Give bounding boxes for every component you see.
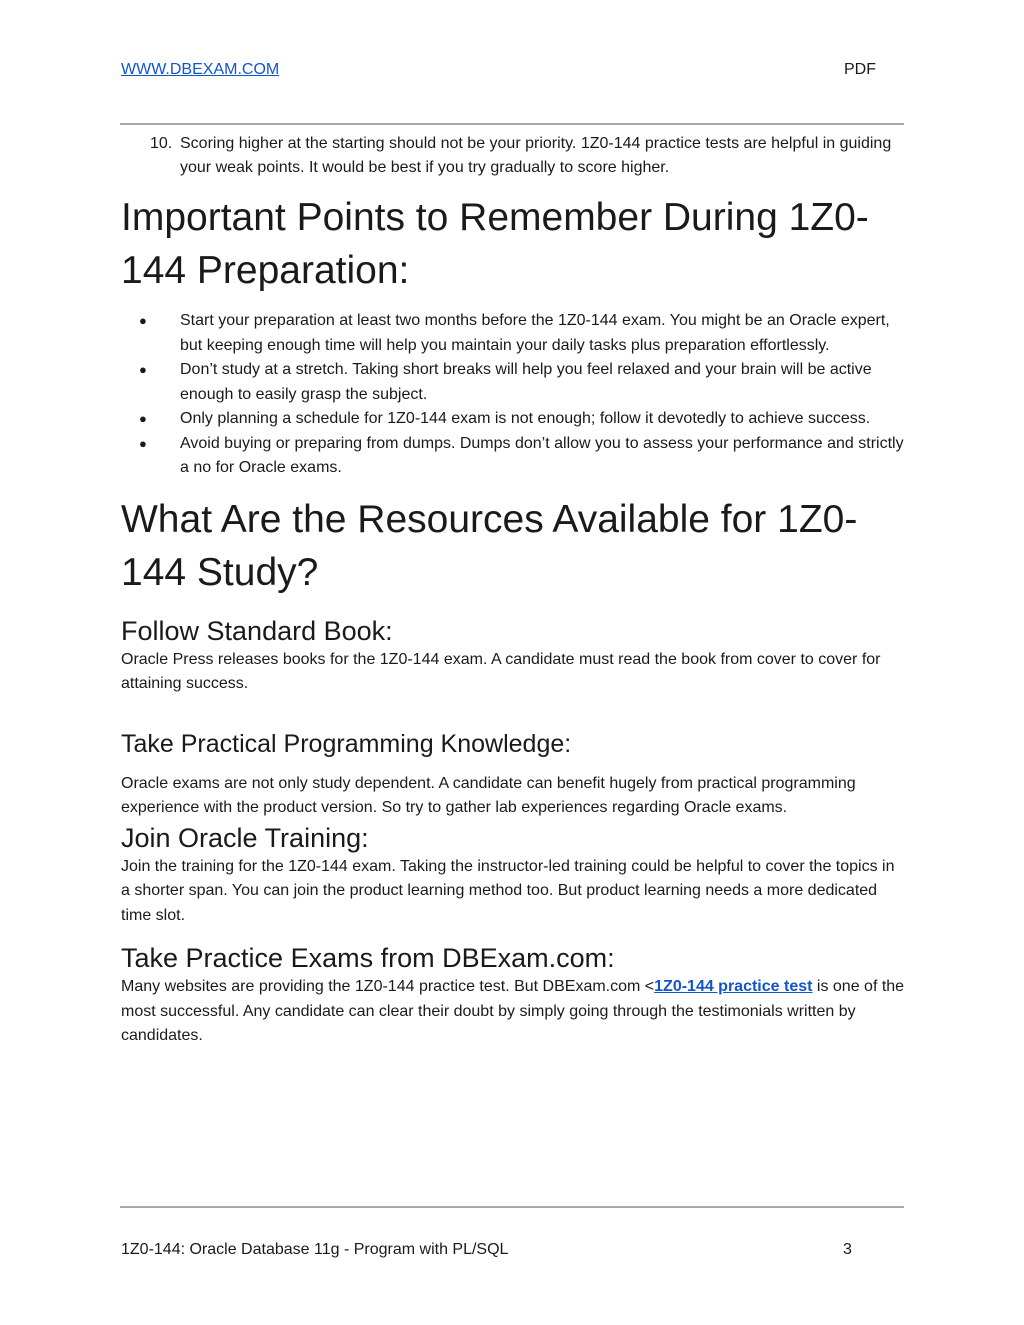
subheading-practice-exams: Take Practice Exams from DBExam.com: [121, 943, 615, 973]
practice-test-link[interactable]: 1Z0-144 practice test [654, 978, 813, 995]
subheading-oracle-training: Join Oracle Training: [121, 822, 369, 853]
subheading-practical-programming: Take Practical Programming Knowledge: [121, 729, 572, 758]
page-number: 3 [843, 1241, 852, 1258]
paragraph-oracle-training: Join the training for the 1Z0-144 exam. Taking the instructor-led training could be helpful to cover the topics in a shorter span. You can join the product learning method too. But product learning needs a more dedicated time slot. [121, 857, 895, 924]
bullet-item [121, 407, 905, 432]
bullet-item [121, 358, 905, 407]
main-content [121, 132, 905, 1049]
footer-divider [120, 1206, 904, 1208]
paragraph-text-end: is one of the most successful. Any candidate can clear their doubt by simply going through the testimonials written by candidates. [121, 978, 905, 1044]
numbered-list-item [121, 132, 905, 180]
bullet-item [121, 432, 905, 481]
header-divider [120, 123, 904, 125]
subheading-standard-book: Follow Standard Book: [121, 615, 393, 646]
bullet-icon: ● [139, 435, 147, 451]
bullet-text: Start your preparation at least two months before the 1Z0-144 exam. You might be an Oracle expert, but keeping enough time will help you maintain your daily tasks plus preparation effortlessly. [180, 312, 890, 354]
pdf-label: PDF [844, 61, 876, 78]
section-heading-resources: What Are the Resources Available for 1Z0-144 Study? [121, 497, 858, 594]
bullet-text: Don’t study at a stretch. Taking short breaks will help you feel relaxed and your brain will be active enough to easily grasp the subject. [180, 361, 872, 403]
bullet-list [121, 309, 905, 481]
paragraph-practical-programming: Oracle exams are not only study dependent. A candidate can benefit hugely from practical programming experience with the product version. So try to gather lab experiences regarding Oracle exams. [121, 774, 856, 816]
bullet-item [121, 309, 905, 358]
section-heading-important-points: Important Points to Remember During 1Z0-144 Preparation: [121, 196, 869, 292]
bullet-text: Only planning a schedule for 1Z0-144 exam is not enough; follow it devotedly to achieve success. [180, 410, 871, 427]
paragraph-standard-book: Oracle Press releases books for the 1Z0-144 exam. A candidate must read the book from cover to cover for attaining success. [121, 650, 881, 692]
paragraph-practice-exams [121, 975, 905, 1049]
bullet-icon: ● [139, 313, 147, 328]
list-number: 10. [150, 135, 173, 152]
bullet-icon: ● [139, 362, 147, 377]
footer-title: 1Z0-144: Oracle Database 11g - Program with PL/SQL [121, 1241, 509, 1258]
site-link[interactable]: WWW.DBEXAM.COM [121, 61, 280, 78]
bullet-icon: ● [139, 411, 147, 426]
list-item-text: Scoring higher at the starting should not be your priority. 1Z0-144 practice tests are helpful in guiding your weak points. It would be best if you try gradually to score higher. [180, 135, 892, 176]
bullet-text: Avoid buying or preparing from dumps. Dumps don’t allow you to assess your performance and strictly a no for Oracle exams. [180, 434, 904, 476]
paragraph-text-start: Many websites are providing the 1Z0-144 practice test. But DBExam.com < [121, 978, 655, 995]
